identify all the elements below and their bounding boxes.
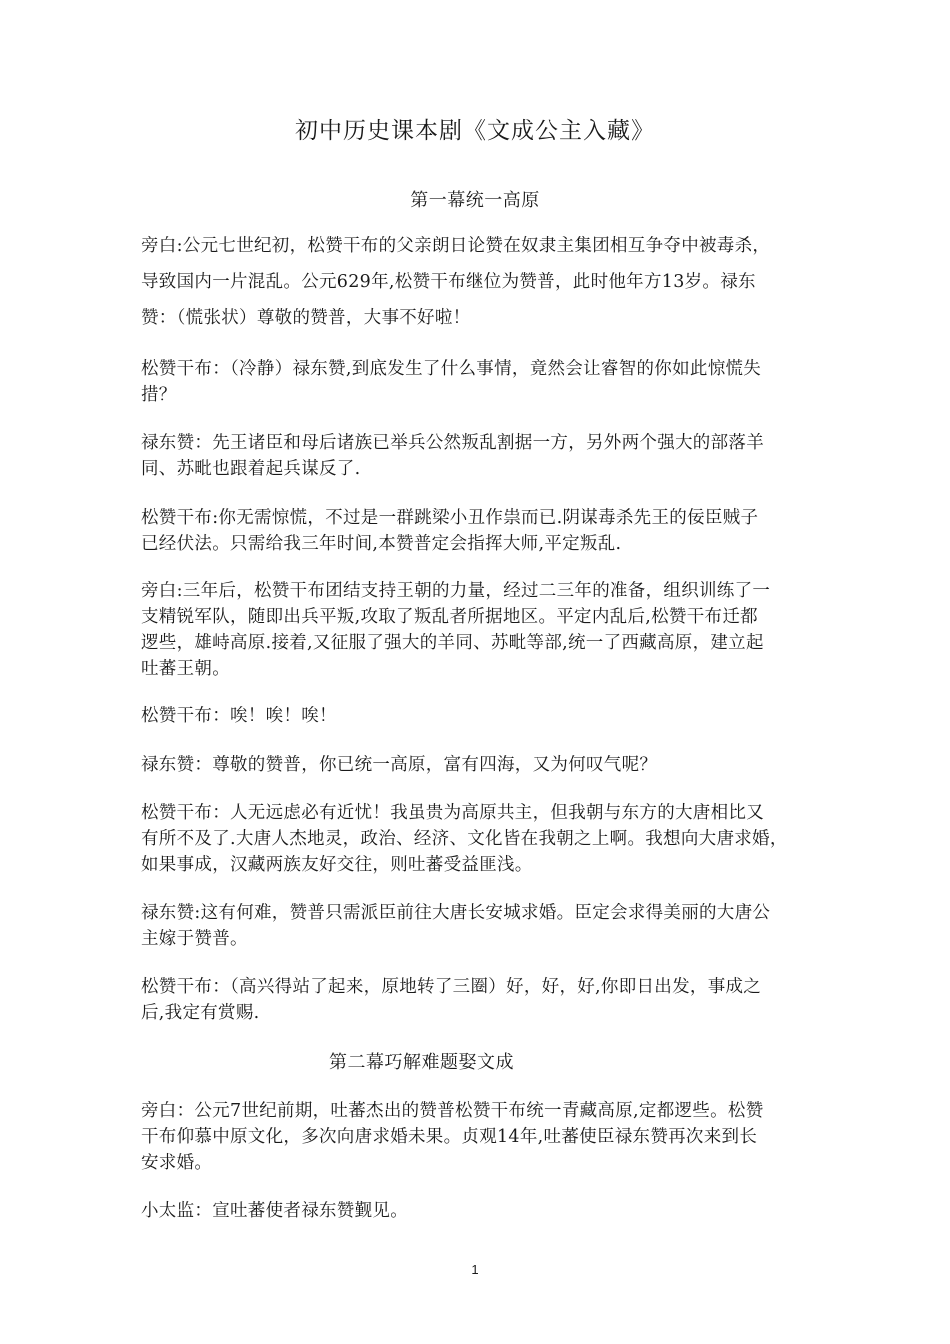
text-line: 松赞干布：（高兴得站了起来，原地转了三圈）好，好，好,你即日出发，事成之	[141, 977, 762, 997]
text-line: 松赞干布：（冷静）禄东赞,到底发生了什么事情，竟然会让睿智的你如此惊慌失	[141, 359, 762, 379]
text-line: 如果事成，汉藏两族友好交往，则吐蕃受益匪浅。	[141, 855, 533, 875]
text-line: 禄东赞：先王诸臣和母后诸族已举兵公然叛乱割据一方，另外两个强大的部落羊	[141, 433, 764, 453]
text-line: 旁白：公元7世纪前期，吐蕃杰出的赞普松赞干布统一青藏高原,定都逻些。松赞	[141, 1101, 764, 1121]
text-line: 后,我定有赏赐.	[141, 1003, 260, 1023]
text-line: 安求婚。	[141, 1153, 213, 1173]
text-line: 逻些，雄峙高原.接着,又征服了强大的羊同、苏毗等部,统一了西藏高原，建立起	[141, 633, 764, 653]
paragraph	[141, 752, 821, 778]
text-line: 有所不及了.大唐人杰地灵，政治、经济、文化皆在我朝之上啊。我想向大唐求婚，	[141, 829, 788, 849]
paragraph	[141, 900, 821, 952]
text-line: 措？	[141, 385, 177, 405]
page-number: 1	[471, 1262, 479, 1277]
paragraph	[141, 703, 821, 729]
paragraph	[141, 1098, 821, 1176]
act-heading-2: 第二幕巧解难题娶文成	[329, 1052, 514, 1073]
paragraph	[141, 800, 821, 878]
paragraph	[141, 430, 821, 482]
text-line: 已经伏法。只需给我三年时间,本赞普定会指挥大师,平定叛乱.	[141, 534, 622, 554]
text-line: 旁白:三年后，松赞干布团结支持王朝的力量，经过二三年的准备，组织训练了一	[141, 581, 771, 601]
text-line: 小太监：宣吐蕃使者禄东赞觐见。	[141, 1201, 408, 1221]
text-line: 禄东赞：尊敬的赞普，你已统一高原，富有四海，又为何叹气呢？	[141, 755, 658, 775]
paragraph	[141, 974, 821, 1026]
text-line: 支精锐军队，随即出兵平叛,攻取了叛乱者所据地区。平定内乱后,松赞干布迁都	[141, 607, 758, 627]
text-line: 吐蕃王朝。	[141, 659, 230, 679]
text-line: 松赞干布:你无需惊慌，不过是一群跳梁小丑作祟而已.阴谋毒杀先王的佞臣贼子	[141, 508, 759, 528]
paragraph	[141, 578, 821, 682]
paragraph	[141, 356, 821, 408]
text-line: 松赞干布：唉！唉！唉！	[141, 706, 337, 726]
text-line: 禄东赞:这有何难，赞普只需派臣前往大唐长安城求婚。臣定会求得美丽的大唐公	[141, 903, 771, 923]
paragraph	[141, 1198, 821, 1224]
page-title: 初中历史课本剧《文成公主入藏》	[295, 118, 655, 144]
act-heading-1: 第一幕统一高原	[410, 190, 540, 211]
text-line: 干布仰慕中原文化，多次向唐求婚未果。贞观14年,吐蕃使臣禄东赞再次来到长	[141, 1127, 758, 1147]
text-line: 松赞干布：人无远虑必有近忧！我虽贵为高原共主，但我朝与东方的大唐相比又	[141, 803, 764, 823]
text-line: 赞：（慌张状）尊敬的赞普，大事不好啦！	[141, 308, 471, 328]
text-line: 导致国内一片混乱。公元629年,松赞干布继位为赞普，此时他年方13岁。禄东	[141, 272, 756, 292]
text-line: 主嫁于赞普。	[141, 929, 248, 949]
text-line: 同、苏毗也跟着起兵谋反了.	[141, 459, 361, 479]
paragraph	[141, 505, 821, 557]
paragraph	[141, 228, 821, 336]
text-line: 旁白:公元七世纪初，松赞干布的父亲朗日论赞在奴隶主集团相互争夺中被毒杀，	[141, 236, 771, 256]
